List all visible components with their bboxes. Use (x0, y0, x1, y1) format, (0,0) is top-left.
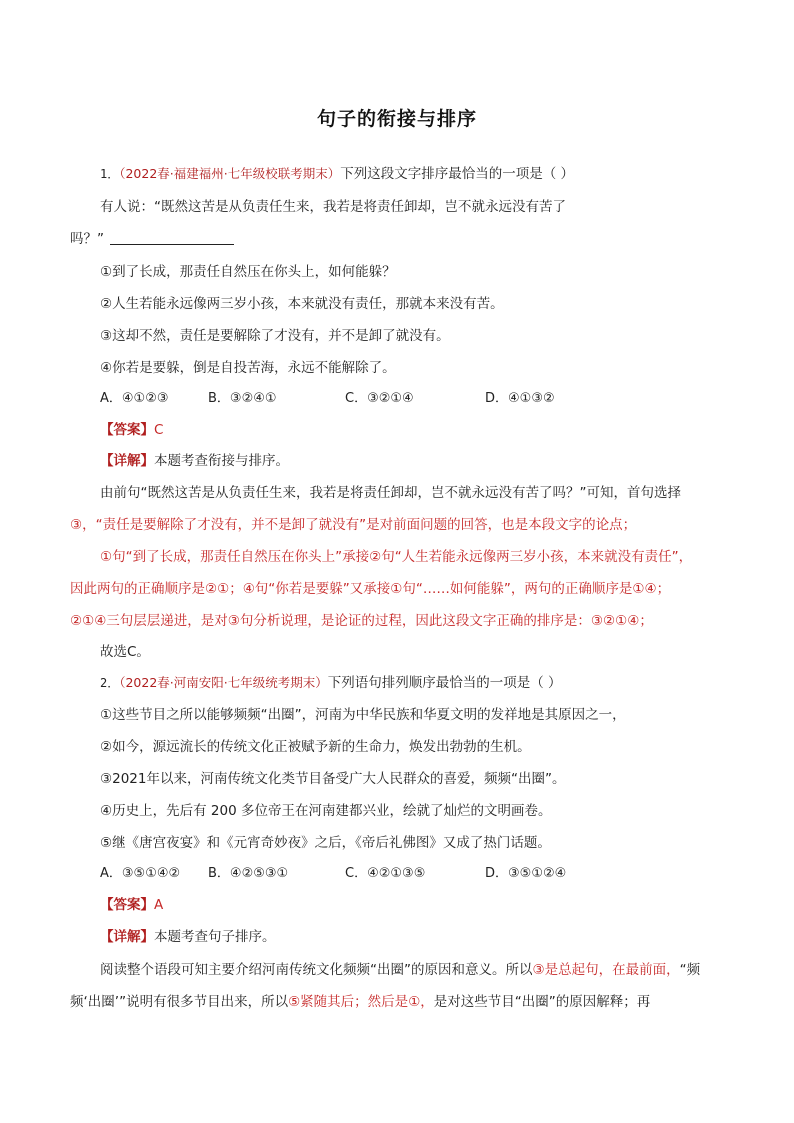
answer-blank (110, 230, 234, 245)
question-stem: 下列这段文字排序最恰当的一项是（ ） (340, 166, 575, 182)
quote-line-2 (70, 229, 234, 249)
answer-value: C (154, 422, 164, 438)
detail-line (100, 451, 289, 471)
explanation-line (70, 992, 650, 1012)
sentence-2: ②人生若能永远像两三岁小孩，本来就没有责任，那就本来没有苦。 (100, 296, 504, 312)
explanation-highlight: ⑤紧随其后；然后是 (288, 994, 409, 1010)
detail-intro: 本题考查衔接与排序。 (154, 453, 289, 469)
explanation-line: ③，“责任是要解除了才没有，并不是卸了就没有”是对前面问题的回答，也是本段文字的论点； (70, 517, 637, 533)
sentence-4: ④你若是要躲，倒是自投苦海，永远不能解除了。 (100, 360, 396, 376)
quote-line-2-text: 吗？” (70, 231, 104, 247)
option-c: C．③②①④ (345, 391, 414, 406)
option-d: D．④①③② (485, 391, 555, 406)
explanation-highlight: ③是总起句，在最前面， (532, 962, 680, 978)
question-number: 1． (100, 167, 120, 181)
question-number: 2． (100, 676, 120, 690)
option-b: B．③②④① (208, 391, 277, 406)
sentence-3: ③2021年以来，河南传统文化类节目备受广大人民群众的喜爱，频频“出圈”。 (100, 771, 566, 787)
answer-tag: 【答案】 (100, 897, 154, 913)
quote-line-1: 有人说：“既然这苦是从负责任生来，我若是将责任卸却，岂不就永远没有苦了 (100, 199, 566, 215)
question-stem: 下列语句排列顺序最恰当的一项是（ ） (327, 675, 562, 691)
question-source: （2022春·福建福州·七年级校联考期末） (119, 166, 341, 181)
detail-tag: 【详解】 (100, 929, 154, 945)
explanation-text: 是对这些节目“出圈”的原因解释；再 (433, 994, 651, 1010)
sentence-1: ①到了长成，那责任自然压在你头上，如何能躲？ (100, 264, 396, 280)
explanation-line: ②①④三句层层递进，是对③句分析说理，是论证的过程，因此这段文字正确的排序是：③②①④； (70, 613, 653, 629)
explanation-line: 由前句“既然这苦是从负责任生来，我若是将责任卸却，岂不就永远没有苦了吗？”可知，首句选择 (100, 485, 681, 501)
option-b: B．④②⑤③① (208, 866, 289, 881)
question-2-header (100, 673, 562, 693)
explanation-line: ①句“到了长成，那责任自然压在你头上”承接②句“人生若能永远像两三岁小孩，本来就没有责任”， (100, 549, 693, 565)
question-source: （2022春·河南安阳·七年级统考期末） (119, 675, 328, 690)
sentence-3: ③这却不然，责任是要解除了才没有，并不是卸了就没有。 (100, 328, 450, 344)
sentence-4: ④历史上，先后有 200 多位帝王在河南建都兴业，绘就了灿烂的文明画卷。 (100, 803, 552, 819)
sentence-1: ①这些节目之所以能够频频“出圈”，河南为中华民族和华夏文明的发祥地是其原因之一， (100, 707, 626, 723)
answer-line (100, 420, 163, 440)
explanation-line (100, 960, 700, 980)
explanation-text: 频‘出圈’”说明有很多节目出来，所以 (70, 994, 289, 1010)
explanation-text: 阅读整个语段可知主要介绍河南传统文化频频“出圈”的原因和意义。所以 (100, 962, 533, 978)
option-c: C．④②①③⑤ (345, 866, 426, 881)
option-a: A．④①②③ (100, 391, 169, 406)
option-d: D．③⑤①②④ (485, 866, 567, 881)
explanation-line: 因此两句的正确顺序是②①；④句“你若是要躲”又承接①句“……如何能躲”，两句的正确顺序是①④； (70, 581, 671, 597)
detail-tag: 【详解】 (100, 453, 154, 469)
answer-tag: 【答案】 (100, 422, 154, 438)
option-a: A．③⑤①④② (100, 866, 181, 881)
detail-intro: 本题考查句子排序。 (154, 929, 276, 945)
sentence-2: ②如今，源远流长的传统文化正被赋予新的生命力，焕发出勃勃的生机。 (100, 739, 531, 755)
page-title: 句子的衔接与排序 (316, 108, 477, 130)
answer-line (100, 895, 163, 915)
conclusion: 故选C。 (100, 644, 150, 660)
explanation-highlight: ①， (408, 994, 434, 1010)
answer-value: A (154, 897, 164, 913)
question-1-header (100, 164, 574, 184)
sentence-5: ⑤继《唐宫夜宴》和《元宵奇妙夜》之后，《帝后礼佛图》又成了热门话题。 (100, 835, 551, 851)
explanation-text: “频 (679, 962, 701, 978)
detail-line (100, 927, 276, 947)
